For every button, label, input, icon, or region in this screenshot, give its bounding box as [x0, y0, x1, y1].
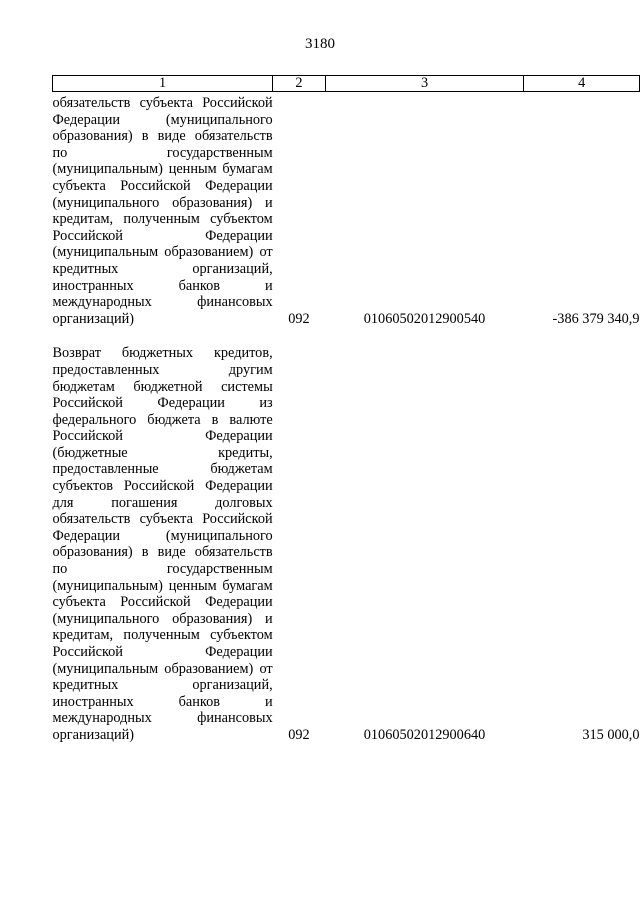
row-admin-code: 092 [288, 726, 310, 743]
row-budget-code: 01060502012900640 [363, 726, 486, 743]
row-description: Возврат бюджетных кредитов, предоставленных другим бюджетам бюджетной системы Российской Федерации из федерального бюджета в валюте Российской Федерации (бюджетные кредиты, предоставленные бюджетам субъектов Российской Федерации для погашения долговых обязательств субъекта Российской Федерации (муниципального образования) в виде обязательств по государственным (муниципальным) ценным бумагам субъекта Российской Федерации (муниципального образования) и кредитам, полученным субъектом Российской Федерации (муниципальным образованием) от кредитных организаций, иностранных банков и международных финансовых организаций) [52, 345, 273, 743]
page-number: 3180 [305, 36, 335, 52]
row-amount: -386 379 340,9 [552, 310, 640, 327]
column-header-2: 2 [273, 76, 325, 92]
budget-table [52, 75, 640, 744]
column-header-4: 4 [524, 76, 640, 92]
row-admin-code: 092 [288, 310, 310, 327]
table-row [53, 327, 640, 743]
table-row [53, 92, 640, 328]
column-header-3: 3 [325, 76, 524, 92]
row-budget-code: 01060502012900540 [363, 310, 486, 327]
column-header-1: 1 [53, 76, 273, 92]
row-amount: 315 000,0 [582, 726, 640, 743]
table-header [53, 76, 640, 92]
row-description: обязательств субъекта Российской Федерации (муниципального образования) в виде обязательств по государственным (муниципальным) ценным бумагам субъекта Российской Федерации (муниципального образования) и кредитам, полученным субъектом Российской Федерации (муниципальным образованием) от кредитных организаций, иностранных банков и международных финансовых организаций) [52, 95, 273, 327]
